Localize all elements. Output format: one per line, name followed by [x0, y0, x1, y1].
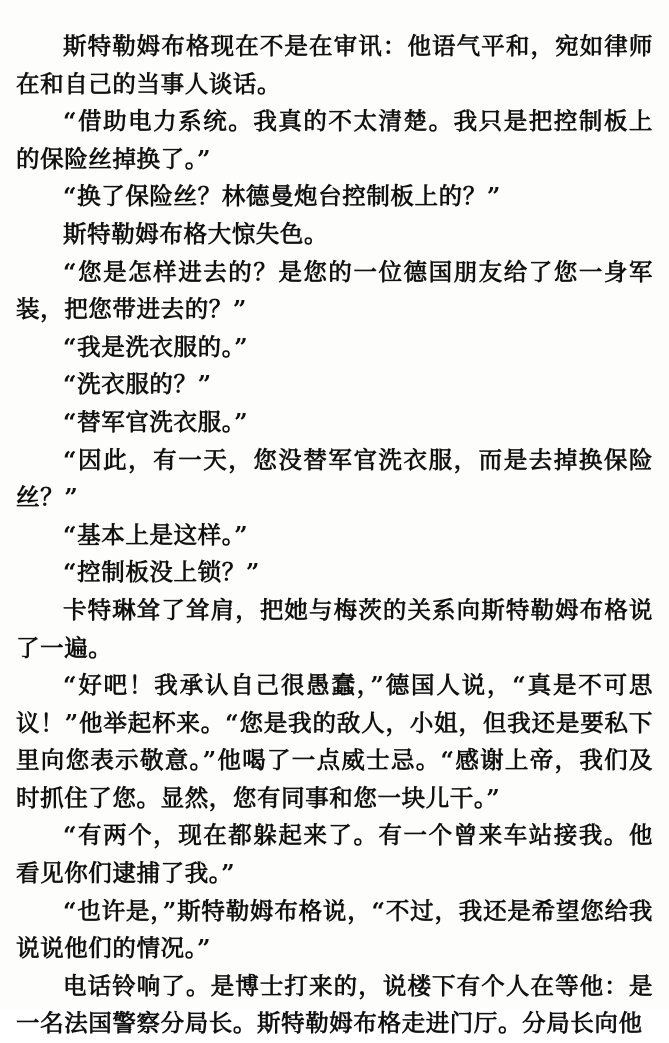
paragraph-3: “换了保险丝？林德曼炮台控制板上的？”: [63, 182, 501, 211]
paragraph-2: “借助电力系统。我真的不太清楚。我只是把控制板上的保险丝掉换了。”: [16, 107, 653, 173]
paragraph-14: “有两个，现在都躲起来了。有一个曾来车站接我。他看见你们逮捕了我。”: [16, 821, 653, 888]
paragraph-12: 卡特琳耸了耸肩，把她与梅茨的关系向斯特勒姆布格说了一遍。: [16, 595, 653, 662]
paragraph-9: “因此，有一天，您没替军官洗衣服，而是去掉换保险丝？”: [16, 445, 653, 512]
paragraph-16: 电话铃响了。是博士打来的，说楼下有个人在等他：是一名法国警察分局长。斯特勒姆布格走进门厅。分局长向他: [16, 971, 653, 1038]
paragraph-6: “我是洗衣服的。”: [63, 332, 249, 361]
paragraph-10: “基本上是这样。”: [63, 520, 249, 549]
paragraph-7: “洗衣服的？”: [63, 370, 212, 399]
paragraph-4: 斯特勒姆布格大惊失色。: [63, 219, 329, 248]
paragraph-11: “控制板没上锁？”: [63, 558, 260, 587]
paragraph-15: “也许是，”斯特勒姆布格说，“不过，我还是希望您给我说说他们的情况。”: [16, 896, 653, 963]
paragraph-13: “好吧！我承认自己很愚蠢，”德国人说，“真是不可思议！”他举起杯来。“您是我的敌人，小姐，但我还是要私下里向您表示敬意。”他喝了一点威士忌。“感谢上帝，我们及时抓住了您。显然，您有同事和您一块儿干。”: [16, 671, 653, 812]
paragraph-5: “您是怎样进去的？是您的一位德国朋友给了您一身军装，把您带进去的？”: [16, 257, 653, 324]
paragraph-1: 斯特勒姆布格现在不是在审讯：他语气平和，宛如律师在和自己的当事人谈话。: [16, 32, 653, 98]
paragraph-8: “替军官洗衣服。”: [63, 407, 249, 436]
